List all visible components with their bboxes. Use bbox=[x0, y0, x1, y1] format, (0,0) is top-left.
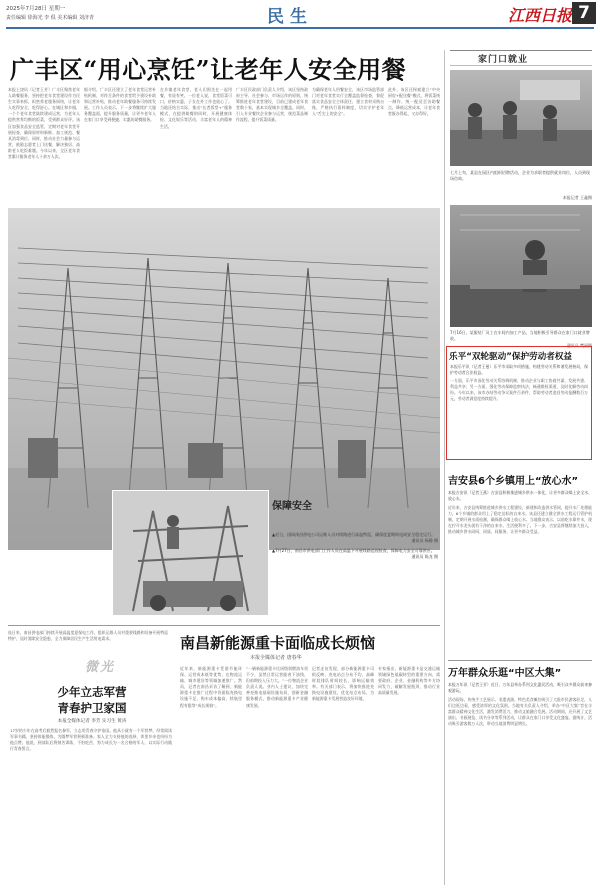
article-jian-lead: 本报吉安讯（记者王燕）吉安县积极推进城乡供水一体化，让更多群众喝上安全水、放心水。 bbox=[448, 490, 592, 502]
highlight-lead: 本报乐平讯（记者王曼）乐平市采取多项措施，构建劳动关系和谐发展格局，保护劳动者合法权益。 bbox=[450, 364, 588, 376]
photo-workshop bbox=[450, 205, 592, 327]
article-jian-headline: 吉安县6个乡镇用上“放心水” bbox=[448, 476, 579, 487]
photo-caption-credit-1: 通讯员 杨静 摄 bbox=[411, 538, 438, 543]
article-nanchang-headline: 南昌新能源重卡面临成长烦恼 bbox=[180, 634, 376, 652]
headline-top: 广丰区“用心烹饪”让老年人安全用餐 bbox=[10, 55, 407, 84]
workshop-illustration bbox=[450, 205, 592, 327]
weiguang-headline-1: 少年立志军营 bbox=[57, 685, 127, 699]
article-nanchang-byline: 本报全媒体记者 唐春华 bbox=[250, 655, 302, 661]
guangfeng-col-1: 本报上饶讯（记者王芳）广丰区聚焦老年人助餐服务，坚持把老年食堂建设作为民生实事来抓，织密养老服务网络，让老年人吃得安全、吃得舒心。在城区和乡镇，一个个老年食堂陆续建成运营，为老年人提供营养均衡的饭菜，受到群众好评。该区加强食品安全监管，定期对老年食堂开展检查，确保原材料新鲜、加工规范、餐具消毒到位。同时，推动社会力量参与运营，鼓励志愿者上门送餐，解决独居、高龄老人吃饭难题。今年以来，全区老年食堂累计服务老年人十余万人次。 bbox=[8, 87, 80, 160]
editor-line: 责任编辑 徐海光 李 俱 美术编辑 刘济青 bbox=[6, 15, 94, 21]
section-rule-right bbox=[448, 660, 592, 661]
highlight-body: 一方面，乐平市深化劳动关系协调机制，推动企业与职工协商共谋、发展共建、利益共享；另一方面，强化劳动保障监察执法，畅通维权渠道，及时化解劳动纠纷。今年以来，该市办结劳动争议案件百余件，帮助劳动者追回劳动报酬数百万元，劳动者满意度持续提升。 bbox=[450, 378, 588, 402]
masthead bbox=[0, 0, 600, 34]
page-number: 7 bbox=[572, 2, 596, 24]
weiguang-logo: 微光 bbox=[85, 660, 116, 675]
sidebar-photo-bottom-caption: 7月16日，某服装厂员工在车间内加工产品，当地积极引导群众在家门口就业增收。 bbox=[450, 330, 590, 341]
photo-caption-credit-2: 通讯员 陈龙 摄 bbox=[411, 554, 438, 559]
worker-illustration bbox=[113, 491, 268, 615]
nanchang-col-3: 记者走访发现，部分新能源重卡司机反映，充电站点分布不均，高峰时段排队时间较长，影响运输效率。有关部门表示，将加快推进充换电设施建设，优化站点布局，为新能源重卡发展营造良好环境。 bbox=[312, 666, 374, 702]
sidebar-photo-top-credit: 本报记者 王鑫摄 bbox=[562, 195, 592, 200]
nanchang-col-1: 近年来，新能源重卡凭借节能环保、运营成本低等优势，在物流运输、城市建设等领域加速推广。然而，记者在南昌采访了解到，新能源重卡在推广过程中仍面临充换电设施不足、购车成本偏高、续航里程有限等“成长烦恼”。 bbox=[180, 666, 242, 708]
sidebar-photo-bottom-credit: 通讯员 樊丽摄 bbox=[566, 343, 592, 348]
nanchang-col-4: 专家指出，新能源重卡是交通运输领域绿色低碳转型的重要方向，需要政府、企业、金融机构等多方协同发力，破解发展瓶颈，推动行业高质量发展。 bbox=[378, 666, 440, 696]
guangfeng-col-2: 据介绍，广丰区还建立了老年食堂运营补贴机制，对符合条件的食堂给予建设补助和运营补贴，推动老年助餐服务可持续发展。工作人员表示，下一步将继续扩大服务覆盖面，提升服务质量，让更多老年人在家门口享受到便捷、实惠的助餐服务。 bbox=[84, 87, 156, 123]
guangfeng-col-5: 为确保老年人用餐安全，该区市场监管部门对老年食堂实行全覆盖监督检查，督促落实食品安全主体责任，建立食材采购台账，严格执行留样制度，切实守护老年人“舌尖上的安全”。 bbox=[312, 87, 384, 117]
article-culture-body: 活动现场，传统手工艺展示、非遗表演、特色美食摊位吸引了大批市民游客驻足，人们边逛边看，感受浓厚的文化氛围。当地有关负责人介绍，举办“中区大集”旨在丰富群众精神文化生活，激发消费活力，推动文旅融合发展。活动期间，还开展了文艺演出、书画展览、读书分享等系列活动，让群众在家门口享受文化盛宴。据统计，活动吸引游客数万人次，带动当地消费明显增长。 bbox=[448, 697, 592, 727]
date-line: 2025年7月28日 星期一 bbox=[6, 6, 66, 12]
section-title: 民生 bbox=[267, 7, 313, 27]
photo-caption-title: 保障安全 bbox=[272, 501, 312, 512]
photo-caption-2: ▲7月27日，南昌市供电部门工作人员在高温下开展线路巡视检查，保障电力安全可靠供应。 bbox=[272, 548, 435, 553]
photo-worker-inset bbox=[112, 490, 269, 616]
photo-job-fair bbox=[450, 70, 592, 166]
photo-caption-block bbox=[272, 497, 438, 615]
nanchang-col-2: “一辆新能源重卡比同级别燃油车贵不少，虽然日常运营能省下油钱，但前期投入压力大。”一位物流企业负责人说。业内人士建议，加快完善充换电基础设施布局，创新金融服务模式，推动新能源重卡产业健康发展。 bbox=[246, 666, 308, 708]
vertical-rule-right bbox=[444, 50, 445, 885]
newspaper-logo: 江西日报 bbox=[508, 6, 573, 25]
sidebar-column-title: 家门口就业 bbox=[478, 55, 529, 65]
photo-caption-1: ▲近日，国网南昌供电公司运维人员对线路进行高温特巡，确保度夏期间电网安全稳定运行。 bbox=[272, 532, 436, 537]
sidebar-photo-top-caption: 七月上旬，某县在园区内组织招聘活动，企业为求职者提供就业岗位，人员到现场咨询。 bbox=[450, 170, 590, 181]
section-rule-left bbox=[8, 625, 440, 626]
weiguang-byline: 本报全媒体记者 李芳 实习生 黄涛 bbox=[57, 719, 127, 724]
article-jian-body: 近年来，吉安县统筹推进城乡供水工程建设，新建和改造供水管网，提升水厂处理能力，6个乡镇的群众用上了稳定达标的自来水。该县还建立健全供水工程运行管护机制，定期开展水质检测，确保群众喝上放心水。当地群众表示，以前吃水靠井水，现在拧开水龙头就有干净的自来水，生活便利多了。下一步，吉安县将继续加大投入，推动城乡供水同网、同质、同服务，让更多群众受益。 bbox=[448, 505, 592, 535]
highlight-headline: 乐平“双轮驱动”保护劳动者权益 bbox=[449, 352, 573, 362]
job-fair-illustration bbox=[450, 70, 592, 166]
left-col-under-photo: 连日来，南昌供电部门持续开展高温度夏保电工作，组织运维人员对重要线路和设备开展特巡特护，及时消除安全隐患，全力保障居民生产生活用电需求。 bbox=[8, 630, 168, 642]
weiguang-body: 17岁的少年在高考后毅然报名参军，立志用青春守护家国。他从小就有一个军营梦，经常阅读军事书籍，坚持体能锻炼，为圆梦军营积极准备。家人全力支持他的选择，邻里乡亲也纷纷为他点赞。他说，到部队后将刻苦训练，不怕吃苦，努力成长为一名合格的军人，以实际行动践行青春誓言。 bbox=[10, 728, 172, 752]
guangfeng-col-6: 此外，该区还探索建立“中央厨房+配送餐”模式，将饭菜统一制作、统一配送至各助餐点，降低运营成本，让老年食堂既办得起、又办得好。 bbox=[388, 87, 440, 117]
guangfeng-col-3: 在乡镇老年食堂，老人们围坐在一起用餐，有说有笑。一位老人说，食堂饭菜可口，价格实惠，子女在外工作也放心了。当地还结合实际，推出“长者饭堂+”服务模式，在提供助餐的同时，开展健康体检、文化娱乐等活动，丰富老年人的精神生活。 bbox=[160, 87, 232, 129]
sidebar-column-header bbox=[450, 50, 592, 66]
article-culture-lead: 本报万年讯（记者王芳）近日，万年县举办系列文化惠民活动，吸引众多群众前来参观游玩。 bbox=[448, 682, 592, 694]
article-culture-headline: 万年群众乐逛“中区大集” bbox=[448, 668, 562, 679]
masthead-rule bbox=[6, 27, 594, 29]
weiguang-headline-2: 青春护卫家国 bbox=[57, 701, 127, 715]
guangfeng-col-4: 广丰区民政部门负责人介绍，该区坚持政府主导、社会参与、市场运作的原则，统筹推进老年食堂建设，目前已建成老年食堂数十家，基本实现城乡全覆盖。同时，引入专业餐饮企业参与运营，规范菜品制作流程，提升饭菜质量。 bbox=[236, 87, 308, 123]
highlight-box-leping bbox=[446, 346, 592, 460]
